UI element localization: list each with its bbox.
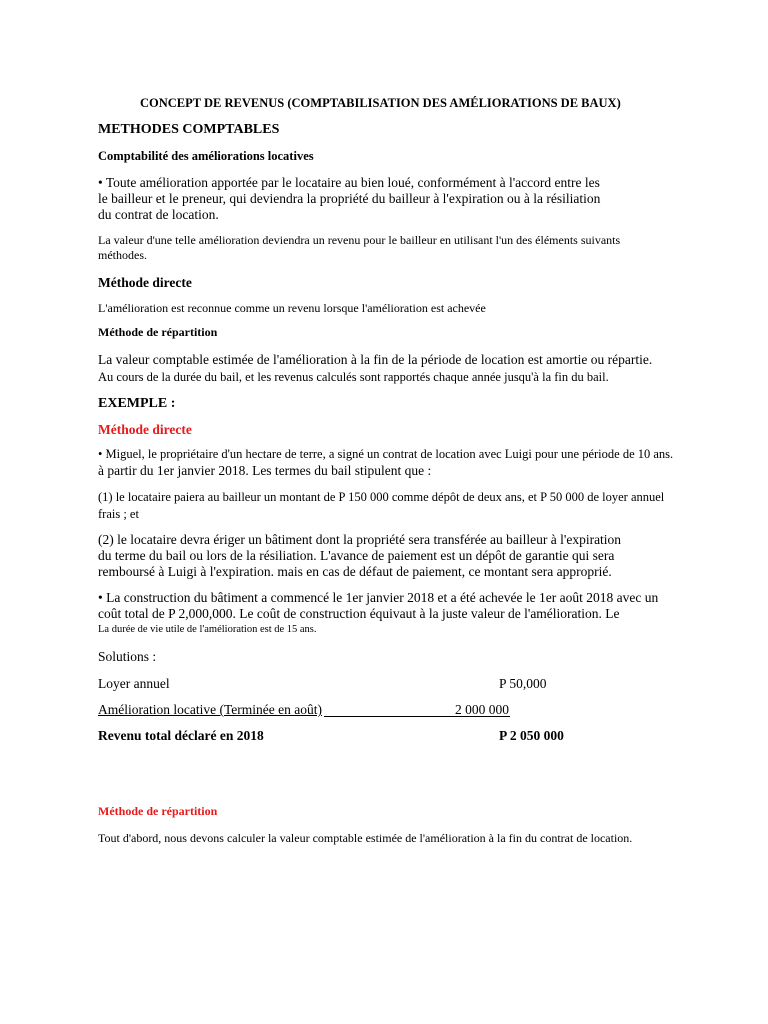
paragraph-line: • Miguel, le propriétaire d'un hectare de terre, a signé un contrat de location avec Luigi pour une période de 10 ans. <box>98 447 674 461</box>
paragraph-line: du terme du bail ou lors de la résiliation. L'avance de paiement est un dépôt de garantie qui sera <box>98 548 615 563</box>
section-heading: METHODES COMPTABLES <box>98 122 280 137</box>
document-title: CONCEPT DE REVENUS (COMPTABILISATION DES AMÉLIORATIONS DE BAUX) <box>140 96 621 110</box>
paragraph-line: le bailleur et le preneur, qui deviendra la propriété du bailleur à l'expiration ou à la résiliation <box>98 191 601 206</box>
solution-row-label: Loyer annuel <box>98 676 170 691</box>
paragraph-line: La valeur d'une telle amélioration deviendra un revenu pour le bailleur en utilisant l'un des éléments suivants <box>98 233 621 247</box>
paragraph-line: frais ; et <box>98 507 139 521</box>
subheading: Comptabilité des améliorations locatives <box>98 149 314 163</box>
allocation-example-text: Tout d'abord, nous devons calculer la valeur comptable estimée de l'amélioration à la fin du contrat de location. <box>98 831 633 845</box>
paragraph-line: (2) le locataire devra ériger un bâtiment dont la propriété sera transférée au bailleur à l'expiration <box>98 532 622 547</box>
paragraph-line: méthodes. <box>98 248 147 262</box>
paragraph-line: coût total de P 2,000,000. Le coût de construction équivaut à la juste valeur de l'amélioration. Le <box>98 606 620 621</box>
paragraph-line: à partir du 1er janvier 2018. Les termes du bail stipulent que : <box>98 463 432 478</box>
solution-total-value: P 2 050 000 <box>499 728 564 743</box>
paragraph-line: remboursé à Luigi à l'expiration. mais en cas de défaut de paiement, ce montant sera approprié. <box>98 564 612 579</box>
paragraph-line: Au cours de la durée du bail, et les revenus calculés sont rapportés chaque année jusqu'à la fin du bail. <box>98 370 609 384</box>
paragraph-line: du contrat de location. <box>98 207 219 222</box>
allocation-example-heading: Méthode de répartition <box>98 804 218 818</box>
paragraph-line: (1) le locataire paiera au bailleur un montant de P 150 000 comme dépôt de deux ans, et P 50 000 de loyer annuel <box>98 490 665 504</box>
example-heading: EXEMPLE : <box>98 396 176 411</box>
paragraph-line: • Toute amélioration apportée par le locataire au bien loué, conformément à l'accord entre les <box>98 175 600 190</box>
paragraph-line: • La construction du bâtiment a commencé le 1er janvier 2018 et a été achevée le 1er août 2018 avec un <box>98 590 659 605</box>
example-direct-heading: Méthode directe <box>98 422 192 437</box>
solution-row-value: P 50,000 <box>499 676 547 691</box>
direct-method-text: L'amélioration est reconnue comme un revenu lorsque l'amélioration est achevée <box>98 301 486 315</box>
allocation-method-heading: Méthode de répartition <box>98 325 218 339</box>
solution-total-label: Revenu total déclaré en 2018 <box>98 728 264 743</box>
useful-life-note: La durée de vie utile de l'amélioration est de 15 ans. <box>98 624 317 635</box>
direct-method-heading: Méthode directe <box>98 275 192 290</box>
solution-row-value: 2 000 000 <box>455 702 509 717</box>
solutions-label: Solutions : <box>98 649 157 664</box>
paragraph-line: La valeur comptable estimée de l'amélioration à la fin de la période de location est amortie ou répartie. <box>98 352 653 367</box>
solution-row-label: Amélioration locative (Terminée en août) <box>98 702 322 717</box>
